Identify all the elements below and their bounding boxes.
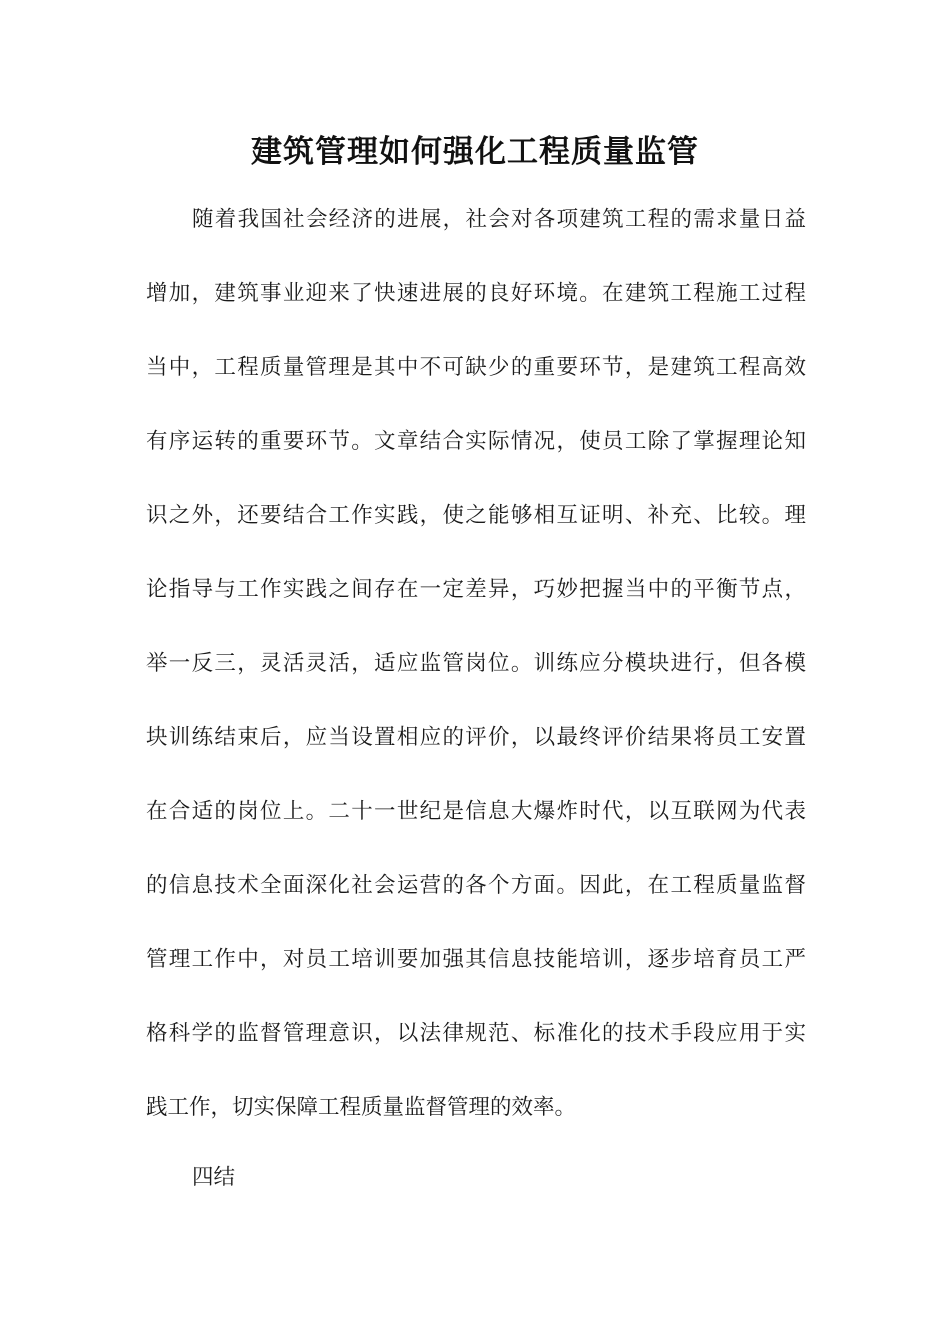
paragraph-line: 随着我国社会经济的进展，社会对各项建筑工程的需求量日益: [192, 207, 806, 232]
paragraph-line: 块训练结束后，应当设置相应的评价，以最终评价结果将员工安置: [146, 725, 806, 750]
document-title: 建筑管理如何强化工程质量监管: [251, 134, 699, 170]
paragraph-line: 举一反三，灵活灵活，适应监管岗位。训练应分模块进行，但各模: [146, 651, 806, 676]
paragraph-line: 增加，建筑事业迎来了快速进展的良好环境。在建筑工程施工过程: [146, 281, 806, 306]
paragraph-line: 识之外，还要结合工作实践，使之能够相互证明、补充、比较。理: [146, 503, 806, 528]
section-heading: 四结: [192, 1165, 236, 1190]
paragraph-line: 践工作，切实保障工程质量监督管理的效率。: [146, 1095, 577, 1120]
paragraph-line: 论指导与工作实践之间存在一定差异，巧妙把握当中的平衡节点，: [146, 577, 806, 602]
paragraph-line: 当中，工程质量管理是其中不可缺少的重要环节，是建筑工程高效: [146, 355, 806, 380]
paragraph-line: 在合适的岗位上。二十一世纪是信息大爆炸时代，以互联网为代表: [146, 799, 806, 824]
paragraph-line: 有序运转的重要环节。文章结合实际情况，使员工除了掌握理论知: [146, 429, 806, 454]
paragraph-line: 格科学的监督管理意识，以法律规范、标准化的技术手段应用于实: [146, 1021, 806, 1046]
paragraph-line: 管理工作中，对员工培训要加强其信息技能培训，逐步培育员工严: [146, 947, 806, 972]
paragraph-line: 的信息技术全面深化社会运营的各个方面。因此，在工程质量监督: [146, 873, 806, 898]
